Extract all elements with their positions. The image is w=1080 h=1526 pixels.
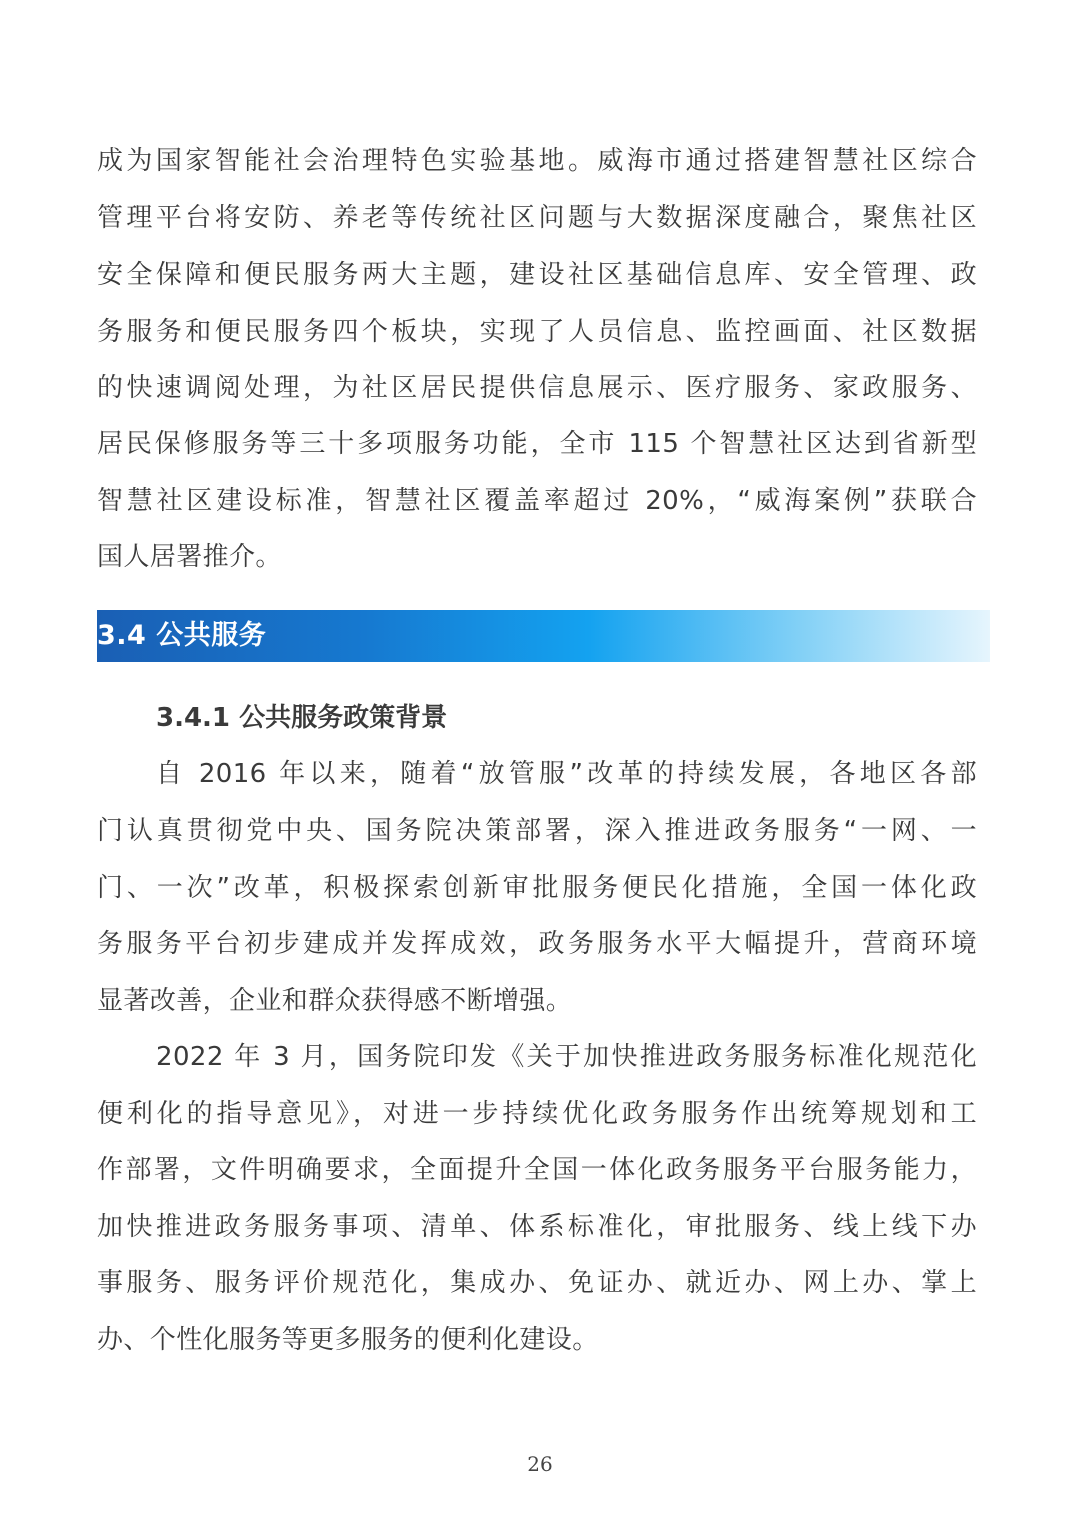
paragraph-line: 作部署，文件明确要求，全面提升全国一体化政务服务平台服务能力， <box>97 1155 977 1185</box>
paragraph-line: 事服务、服务评价规范化，集成办、免证办、就近办、网上办、掌上 <box>97 1268 977 1298</box>
paragraph-line: 自 2016 年以来，随着“放管服”改革的持续发展，各地区各部 <box>156 759 977 789</box>
paragraph-line: 显著改善，企业和群众获得感不断增强。 <box>97 986 573 1016</box>
paragraph-line: 办、个性化服务等更多服务的便利化建设。 <box>97 1325 599 1355</box>
paragraph-line: 2022 年 3 月，国务院印发《关于加快推进政务服务标准化规范化 <box>156 1042 977 1072</box>
paragraph-line: 务服务和便民服务四个板块，实现了人员信息、监控画面、社区数据 <box>97 317 977 347</box>
paragraph-line: 门、一次”改革，积极探索创新审批服务便民化措施，全国一体化政 <box>97 873 977 903</box>
paragraph-line: 居民保修服务等三十多项服务功能，全市 115 个智慧社区达到省新型 <box>97 429 977 459</box>
paragraph-line: 的快速调阅处理，为社区居民提供信息展示、医疗服务、家政服务、 <box>97 373 977 403</box>
page-number: 26 <box>527 1452 553 1476</box>
paragraph-line: 成为国家智能社会治理特色实验基地。威海市通过搭建智慧社区综合 <box>97 146 977 176</box>
subsection-title: 3.4.1 公共服务政策背景 <box>156 703 448 733</box>
paragraph-line: 智慧社区建设标准，智慧社区覆盖率超过 20%，“威海案例”获联合 <box>97 486 977 516</box>
paragraph-line: 门认真贯彻党中央、国务院决策部署，深入推进政务服务“一网、一 <box>97 816 977 846</box>
paragraph-line: 便利化的指导意见》，对进一步持续优化政务服务作出统筹规划和工 <box>97 1099 977 1129</box>
paragraph-line: 务服务平台初步建成并发挥成效，政务服务水平大幅提升，营商环境 <box>97 929 977 959</box>
paragraph-line: 安全保障和便民服务两大主题，建设社区基础信息库、安全管理、政 <box>97 260 977 290</box>
paragraph-line: 加快推进政务服务事项、清单、体系标准化，审批服务、线上线下办 <box>97 1212 977 1242</box>
paragraph-line: 管理平台将安防、养老等传统社区问题与大数据深度融合，聚焦社区 <box>97 203 977 233</box>
section-title: 3.4 公共服务 <box>97 620 267 651</box>
paragraph-line: 国人居署推介。 <box>97 542 282 572</box>
